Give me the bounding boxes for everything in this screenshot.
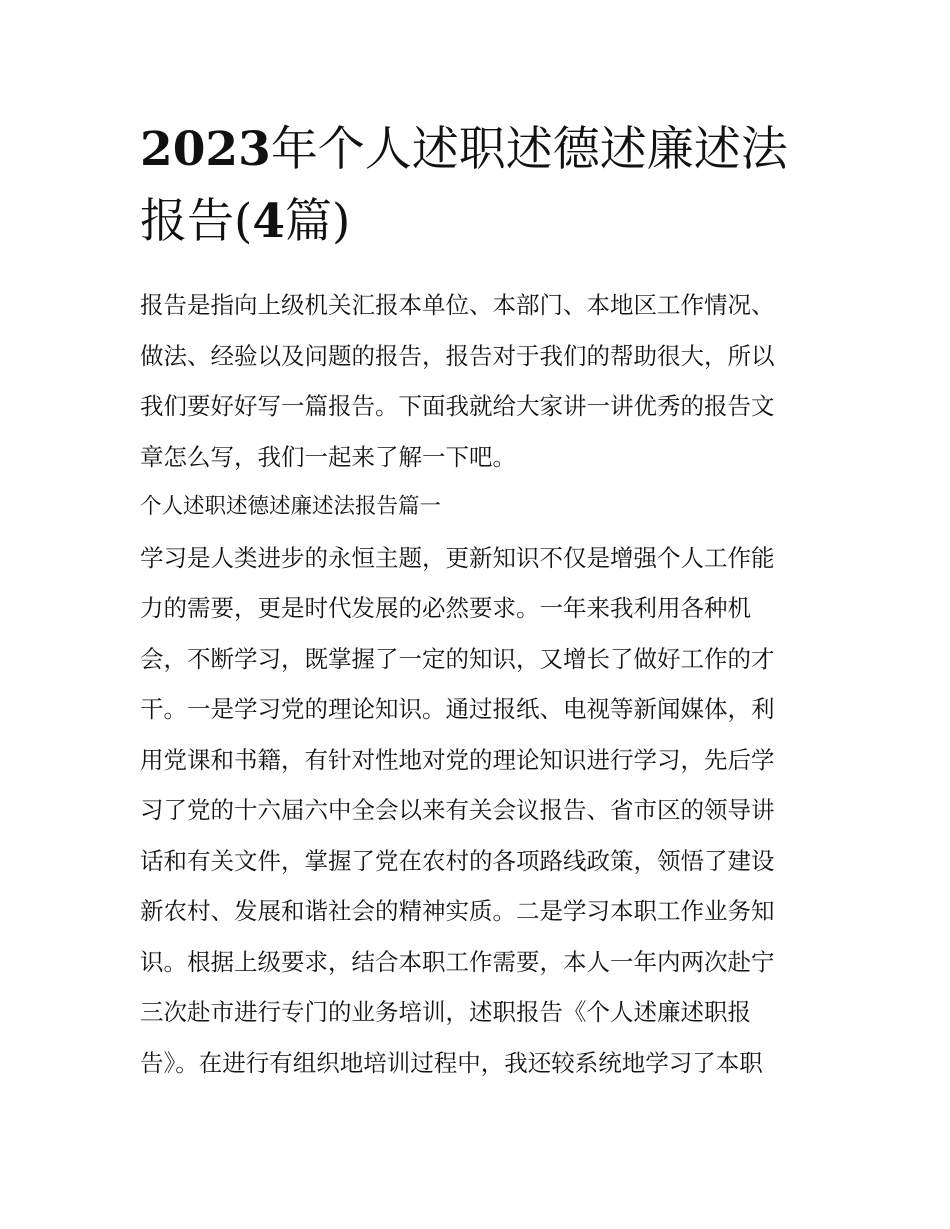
section-line: 干。一是学习党的理论知识。通过报纸、电视等新闻媒体，利 (140, 695, 775, 723)
title-line-2-prefix: 报告( (140, 194, 253, 249)
section-line: 新农村、发展和谐社会的精神实质。二是学习本职工作业务知 (140, 897, 775, 925)
intro-line: 报告是指向上级机关汇报本单位、本部门、本地区工作情况、 (140, 291, 775, 319)
intro-line: 章怎么写，我们一起来了解一下吧。 (140, 442, 516, 471)
intro-line: 做法、经验以及问题的报告，报告对于我们的帮助很大，所以 (140, 341, 775, 370)
title-line-1-text: 年个人述职述德述廉述法 (270, 122, 788, 177)
section-line: 学习是人类进步的永恒主题，更新知识不仅是增强个人工作能 (140, 543, 775, 572)
section-line: 话和有关文件，掌握了党在农村的各项路线政策，领悟了建设 (140, 846, 775, 875)
title-line-1 (140, 114, 820, 186)
title-line-2-suffix: 篇) (285, 194, 351, 249)
title-year: 2023 (140, 122, 271, 177)
section-line: 用党课和书籍，有针对性地对党的理论知识进行学习，先后学 (140, 745, 775, 774)
section-line: 会，不断学习，既掌握了一定的知识，又增长了做好工作的才 (140, 644, 775, 673)
section-heading: 个人述职述德述廉述法报告篇一 (140, 494, 442, 519)
section-line: 告》。在进行有组织地培训过程中，我还较系统地学习了本职 (140, 1048, 763, 1077)
title-line-2 (140, 186, 820, 258)
document-title (140, 114, 820, 258)
title-count: 4 (252, 194, 286, 249)
document-body (140, 280, 820, 1088)
section-line: 三次赴市进行专门的业务培训，述职报告《个人述廉述职报 (140, 998, 751, 1026)
section-line: 力的需要，更是时代发展的必然要求。一年来我利用各种机 (140, 594, 751, 622)
section-line: 习了党的十六届六中全会以来有关会议报告、省市区的领导讲 (140, 796, 775, 824)
intro-line: 我们要好好写一篇报告。下面我就给大家讲一讲优秀的报告文 (140, 392, 775, 420)
section-line: 识。根据上级要求，结合本职工作需要，本人一年内两次赴宁 (140, 947, 775, 976)
